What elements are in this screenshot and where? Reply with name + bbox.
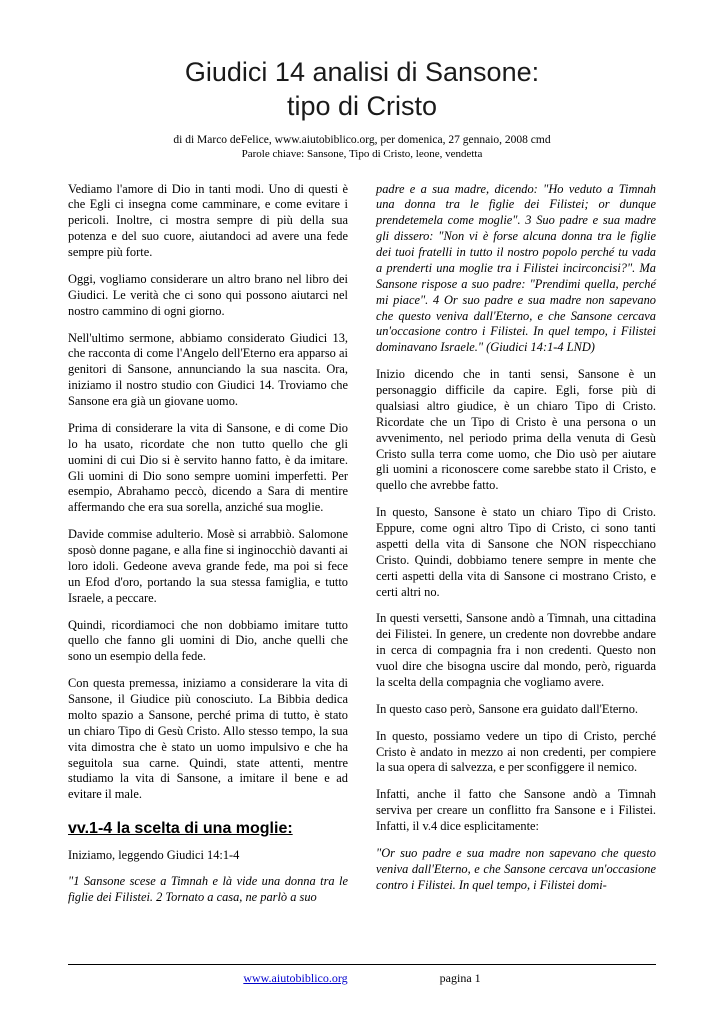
keywords-line: Parole chiave: Sansone, Tipo di Cristo, leone, vendetta <box>241 147 483 160</box>
paragraph: Prima di considerare la vita di Sansone, e di come Dio lo ha usato, ricordate che non tutto quello che gli uomini di cui Dio si è servito hanno fatto, è da imitare. Gli uomini di Dio sono sempre uomini imperfetti. Per esempio, Abrahamo peccò, dicendo a Sara di mentire affermando che era sua sorella, anziché sua moglie. <box>68 420 348 515</box>
paragraph: Vediamo l'amore di Dio in tanti modi. Uno di questi è che Egli ci insegna come camminare, e come evitare i pericoli. Inoltre, ci mostra sempre di più della sua potenza e del suo cuore, aiutandoci ad avere una fede sempre più forte. <box>68 181 348 259</box>
page-footer <box>68 964 656 986</box>
paragraph: Nell'ultimo sermone, abbiamo considerato Giudici 13, che racconta di come l'Angelo dell'Eterno era apparso ai genitori di Sansone, annunciando la sua nascita. Ora, iniziamo il nostro studio con Giudici 14. Troviamo che Sansone era già un giovane uomo. <box>68 330 348 408</box>
scripture-quote: "Or suo padre e sua madre non sapevano che questo veniva dall'Eterno, e che Sansone cercava un'occasione contro i Filistei. In quel tempo, i Filistei domi- <box>376 845 656 892</box>
footer-website-link[interactable]: www.aiutobiblico.org <box>243 971 348 985</box>
scripture-quote: padre e a sua madre, dicendo: "Ho veduto a Timnah una donna tra le figlie dei Filistei; or dunque prendetemela come moglie". 3 Suo padre e sua madre gli dissero: "Non vi è forse alcuna donna tra le figlie dei tuoi fratelli in tutto il nostro popolo perché tu vada a prenderti una moglie tra i Filistei incirconcisi?". Ma Sansone rispose a suo padre: "Prendimi quella, perché mi piace". 4 Or suo padre e sua madre non sapevano che questo veniva dall'Eterno, e che Sansone cercava un'occasione contro i Filistei. In quel tempo, i Filistei dominavano Israele." (Giudici 14:1-4 LND) <box>376 181 656 355</box>
paragraph: In questo, possiamo vedere un tipo di Cristo, perché Cristo è andato in mezzo ai non credenti, per compiere la sua opera di salvezza, e per sconfiggere il nemico. <box>376 728 656 775</box>
paragraph: Iniziamo, leggendo Giudici 14:1-4 <box>68 847 240 862</box>
paragraph: In questo, Sansone è stato un chiaro Tipo di Cristo. Eppure, come ogni altro Tipo di Cristo, ci sono tanti aspetti della vita di Sansone che NON rispecchiano Cristo. Quindi, dobbiamo tenere sempre in mente che certi aspetti della vita di Sansone ci mostrano Cristo, e certi altri no. <box>376 505 656 599</box>
footer-page-number: pagina 1 <box>439 971 481 985</box>
paragraph: Inizio dicendo che in tanti sensi, Sansone è un personaggio difficile da capire. Egli, forse più di qualsiasi altro giudice, è un chiaro Tipo di Cristo. Ricordate che un Tipo di Cristo è una persona o un avvenimento, nel periodo prima della venuta di Gesù Cristo sulla terra come uomo, che Dio usò per aiutare gli uomini a riconoscere come sarebbe stato il Cristo, e quello che avrebbe fatto. <box>376 367 656 493</box>
two-column-body <box>68 182 656 918</box>
paragraph: Con questa premessa, iniziamo a considerare la vita di Sansone, il Giudice più conosciuto. La Bibbia dedica molto spazio a Sansone, perché prima di tutto, è stato un chiaro Tipo di Gesù Cristo. Allo stesso tempo, la sua vita dimostra che è stato un uomo impulsivo e che ha seguitola sua carne. Quindi, state attenti, mentre studiamo la vita di Sansone, a imitare il bene e ad evitare il male. <box>68 676 348 802</box>
left-column <box>68 182 348 918</box>
paragraph: In questi versetti, Sansone andò a Timnah, una cittadina dei Filistei. In genere, un credente non dovrebbe andare in cerca di compagnia fra i non credenti. Questo non vuol dire che bisogna uscire dal mondo, però, riguarda la scelta della compagnia che vogliamo avere. <box>376 611 656 689</box>
paragraph: Oggi, vogliamo considerare un altro brano nel libro dei Giudici. Le verità che ci sono qui possono aiutarci nel nostro cammino di ogni giorno. <box>68 271 348 318</box>
paragraph: Infatti, anche il fatto che Sansone andò a Timnah serviva per creare un conflitto fra Sansone e i Filistei. Infatti, il v.4 dice esplicitamente: <box>376 787 656 833</box>
page-title-line-2: tipo di Cristo <box>286 90 438 121</box>
section-heading: vv.1-4 la scelta di una moglie: <box>68 820 293 838</box>
paragraph: Davide commise adulterio. Mosè si arrabbiò. Salomone sposò donne pagane, e alla fine si inginocchiò davanti ai loro idoli. Gedeone aveva grande fede, ma poi si fece un Efod d'oro, portando la sua stessa famiglia, e tutto Israele, a peccare. <box>68 527 348 605</box>
page-title-line-1: Giudici 14 analisi di Sansone: <box>184 57 540 87</box>
scripture-quote: "1 Sansone scese a Timnah e là vide una donna tra le figlie dei Filistei. 2 Tornato a casa, ne parlò a suo <box>68 874 348 905</box>
paragraph: In questo caso però, Sansone era guidato dall'Eterno. <box>376 701 639 716</box>
paragraph: Quindi, ricordiamoci che non dobbiamo imitare tutto quello che fanno gli uomini di Dio, anche quelli che sono un esempio della fede. <box>68 617 348 664</box>
byline: di di Marco deFelice, www.aiutobiblico.org, per domenica, 27 gennaio, 2008 cmd <box>173 133 551 146</box>
page-title <box>68 56 656 124</box>
right-column <box>376 182 656 918</box>
